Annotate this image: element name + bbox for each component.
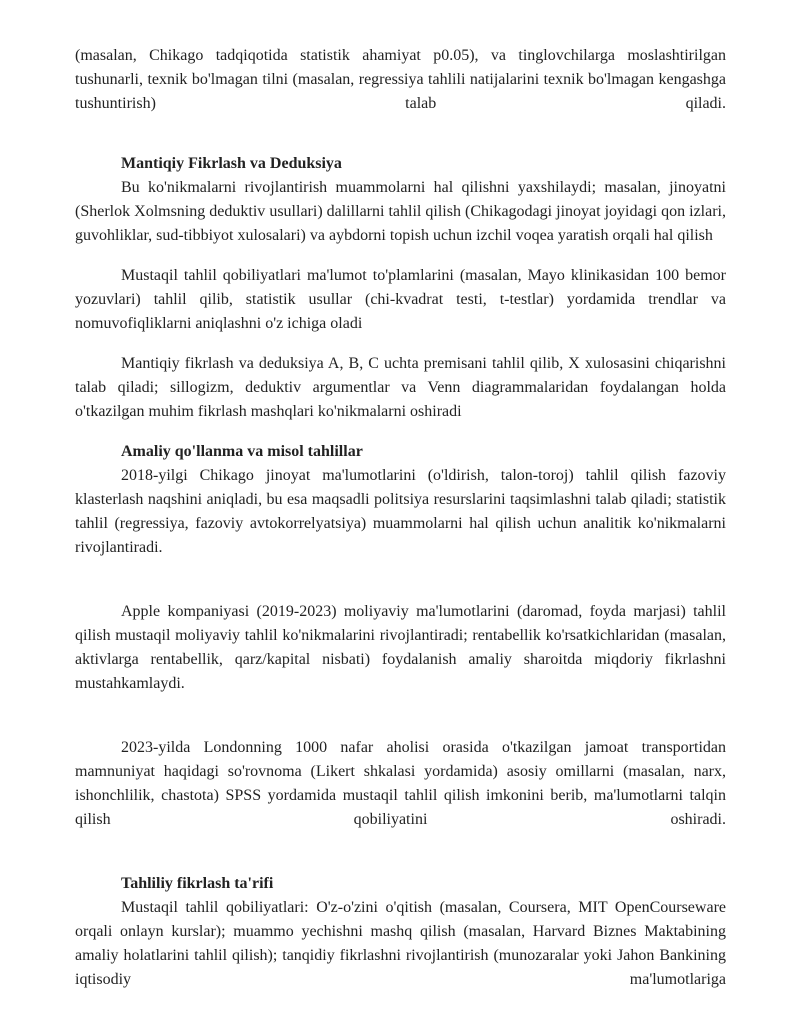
paragraph-deduction: Mantiqiy fikrlash va deduksiya A, B, C uchta premisani tahlil qilib, X xulosasini chiqarishni talab qiladi; sillogizm, deduktiv argumentlar va Venn diagrammalaridan foydalangan holda o'tkazilgan muhim fikrlash mashqlari ko'nikmalarni oshiradi — [75, 355, 726, 420]
paragraph-intro: (masalan, Chikago tadqiqotida statistik ahamiyat p0.05), va tinglovchilarga moslashtirilgan tushunarli, texnik bo'lmagan tilni (masalan, regressiya tahlili natijalarini texnik bo'lmagan kengashga tushuntirish) talab qiladi. — [75, 47, 726, 112]
heading-logical-thinking: Mantiqiy Fikrlash va Deduksiya — [121, 155, 342, 172]
heading-analytical-thinking-definition: Tahliliy fikrlash ta'rifi — [121, 875, 274, 892]
paragraph-london-survey: 2023-yilda Londonning 1000 nafar aholisi orasida o'tkazilgan jamoat transportidan mamnuniyat haqidagi so'rovnoma (Likert shkalasi yordamida) asosiy omillarni (masalan, narx, ishonchlilik, chastota) SPSS yordamida mustaqil tahlil qilish imkonini berib, ma'lumotlarni talqin qilish qobiliyatini oshiradi. — [75, 739, 726, 828]
document-page — [75, 44, 726, 992]
heading-practical-guide: Amaliy qo'llanma va misol tahlillar — [121, 443, 363, 460]
paragraph-independent-skills: Mustaqil tahlil qobiliyatlari: O'z-o'zini o'qitish (masalan, Coursera, MIT OpenCourseware orqali onlayn kurslar); muammo yechishni mashq qilish (masalan, Harvard Biznes Maktabining amaliy holatlarini tahlil qilish); tanqidiy fikrlashni rivojlantirish (munozaralar yoki Jahon Bankining iqtisodiy ma'lumotlariga — [75, 899, 726, 988]
paragraph-chicago-crime: 2018-yilgi Chikago jinoyat ma'lumotlarini (o'ldirish, talon-toroj) tahlil qilish fazoviy klasterlash naqshini aniqladi, bu esa maqsadli politsiya resurslarini taqsimlashni talab qiladi; statistik tahlil (regressiya, fazoviy avtokorrelyatsiya) muammolarni hal qilish uchun analitik ko'nikmalarni rivojlantiradi. — [75, 467, 726, 556]
paragraph-problem-solving: Bu ko'nikmalarni rivojlantirish muammolarni hal qilishni yaxshilaydi; masalan, jinoyatni (Sherlok Xolmsning deduktiv usullari) dalillarni tahlil qilish (Chikagodagi jinoyat joyidagi qon izlari, guvohliklar, sud-tibbiyot xulosalari) va aybdorni topish uchun izchil voqea yaratish orqali hal qilish — [75, 179, 726, 244]
paragraph-apple-finance: Apple kompaniyasi (2019-2023) moliyaviy ma'lumotlarini (daromad, foyda marjasi) tahlil qilish mustaqil moliyaviy tahlil ko'nikmalarini rivojlantiradi; rentabellik ko'rsatkichlaridan (masalan, aktivlarga rentabellik, qarz/kapital nisbati) foydalanish amaliy sharoitda miqdoriy fikrlashni mustahkamlaydi. — [75, 603, 726, 692]
paragraph-independent-analysis: Mustaqil tahlil qobiliyatlari ma'lumot to'plamlarini (masalan, Mayo klinikasidan 100 bemor yozuvlari) tahlil qilib, statistik usullar (chi-kvadrat testi, t-testlar) yordamida trendlar va nomuvofiqliklarni aniqlashni o'z ichiga oladi — [75, 267, 726, 332]
